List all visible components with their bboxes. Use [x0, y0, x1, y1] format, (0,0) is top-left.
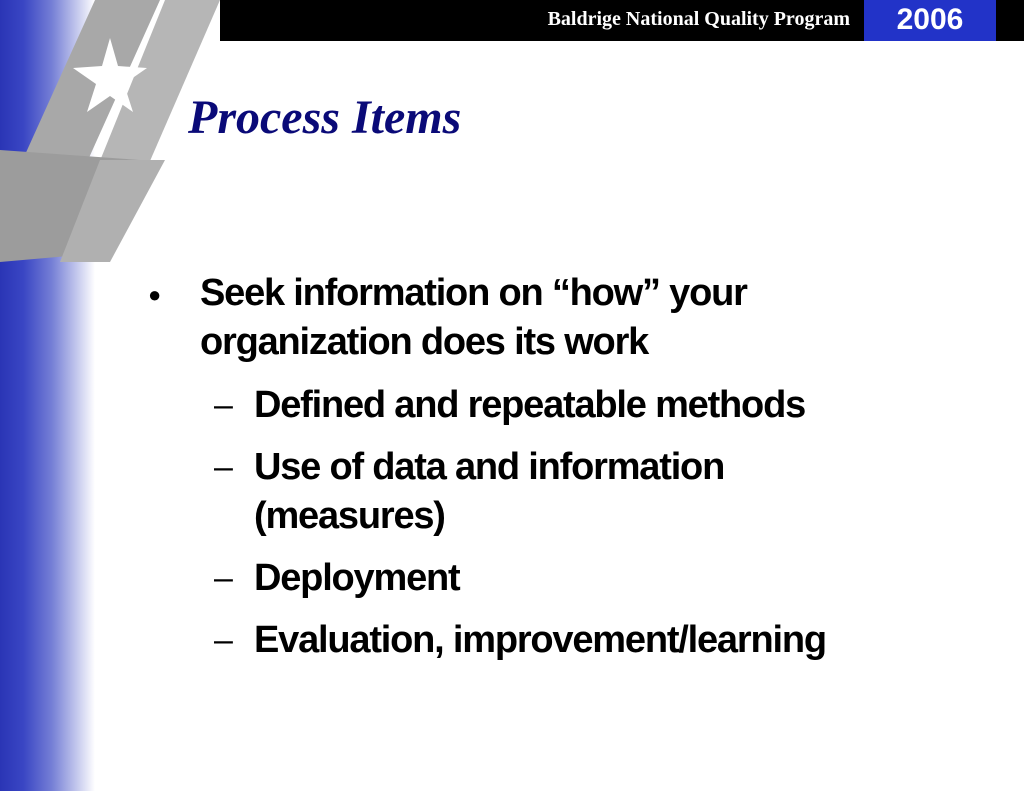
program-name: Baldrige National Quality Program — [547, 8, 850, 30]
dash-icon: – — [214, 448, 233, 486]
dash-icon: – — [214, 386, 233, 424]
dash-icon: – — [214, 559, 233, 597]
bullet-text-line-1: Seek information on “how” your — [200, 272, 747, 314]
sub-item-3: Deployment — [254, 557, 460, 599]
year-label: 2006 — [896, 3, 964, 36]
bullet-text-line-2: organization does its work — [200, 321, 649, 363]
sub-item-1: Defined and repeatable methods — [254, 384, 806, 426]
bullet-dot-icon: ● — [148, 282, 162, 307]
slide-title: Process Items — [188, 91, 462, 144]
sub-item-2-line-1: Use of data and information — [254, 446, 725, 488]
sub-item-4: Evaluation, improvement/learning — [254, 619, 826, 661]
sub-item-2-line-2: (measures) — [254, 495, 445, 537]
dash-icon: – — [214, 621, 233, 659]
